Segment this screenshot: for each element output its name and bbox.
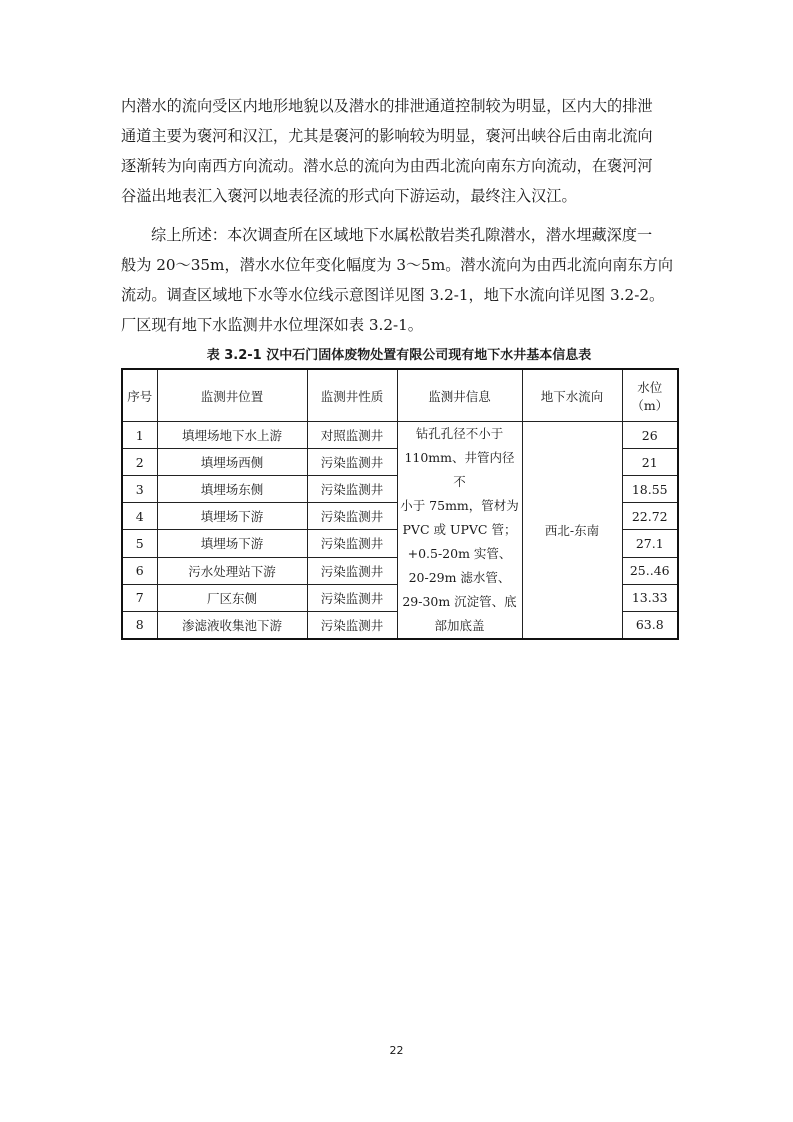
info-line: 20-29m 滤水管、 (408, 570, 511, 585)
cell-type: 污染监测井 (307, 530, 397, 557)
info-line: 部加底盖 (434, 618, 485, 633)
cell-type: 污染监测井 (307, 503, 397, 530)
info-line: +0.5-20m 实管、 (407, 546, 512, 561)
cell-well-info (397, 422, 522, 640)
cell-no: 7 (122, 584, 157, 611)
cell-location: 厂区东侧 (157, 584, 307, 611)
cell-level: 21 (622, 449, 678, 476)
cell-level: 26 (622, 422, 678, 449)
header-info: 监测井信息 (397, 369, 522, 422)
cell-location: 渗滤液收集池下游 (157, 611, 307, 639)
page-number: 22 (389, 1044, 404, 1057)
cell-flow-direction: 西北-东南 (522, 422, 622, 640)
cell-no: 3 (122, 476, 157, 503)
cell-no: 2 (122, 449, 157, 476)
info-line: 110mm、井管内径不 (404, 450, 515, 489)
paragraph-groundwater-flow (121, 91, 677, 211)
header-location: 监测井位置 (157, 369, 307, 422)
cell-no: 5 (122, 530, 157, 557)
cell-level: 18.55 (622, 476, 678, 503)
cell-type: 污染监测井 (307, 611, 397, 639)
text-line: 流动。调查区域地下水等水位线示意图详见图 3.2-1，地下水流向详见图 3.2-2。 (121, 286, 665, 304)
header-type: 监测井性质 (307, 369, 397, 422)
cell-level: 27.1 (622, 530, 678, 557)
header-flow: 地下水流向 (522, 369, 622, 422)
info-line: 钻孔孔径不小于 (415, 426, 504, 441)
text-line: 谷溢出地表汇入褒河以地表径流的形式向下游运动，最终注入汉江。 (121, 187, 577, 205)
cell-no: 8 (122, 611, 157, 639)
text-line: 通道主要为褒河和汉江，尤其是褒河的影响较为明显，褒河出峡谷后由南北流向 (121, 127, 653, 145)
cell-level: 25..46 (622, 557, 678, 584)
info-line: PVC 或 UPVC 管； (402, 522, 517, 537)
cell-no: 1 (122, 422, 157, 449)
cell-type: 污染监测井 (307, 584, 397, 611)
cell-location: 填埋场东侧 (157, 476, 307, 503)
text-line: 般为 20～35m，潜水水位年变化幅度为 3～5m。潜水流向为由西北流向南东方向 (121, 256, 674, 274)
cell-no: 4 (122, 503, 157, 530)
cell-no: 6 (122, 557, 157, 584)
text-line: 逐渐转为向南西方向流动。潜水总的流向为由西北流向南东方向流动，在褒河河 (121, 157, 653, 175)
cell-type: 污染监测井 (307, 476, 397, 503)
well-info-table (121, 368, 679, 640)
text-line: 内潜水的流向受区内地形地貌以及潜水的排泄通道控制较为明显，区内大的排泄 (121, 97, 653, 115)
cell-type: 污染监测井 (307, 449, 397, 476)
table-header-row (122, 369, 678, 422)
header-no: 序号 (122, 369, 157, 422)
table-caption: 表 3.2-1 汉中石门固体废物处置有限公司现有地下水井基本信息表 (206, 348, 592, 363)
info-line: 小于 75mm，管材为 (400, 498, 519, 513)
cell-location: 填埋场下游 (157, 503, 307, 530)
text-line: 综上所述：本次调查所在区域地下水属松散岩类孔隙潜水，潜水埋藏深度一 (151, 226, 653, 244)
paragraph-summary (121, 220, 677, 340)
info-line: 29-30m 沉淀管、底 (402, 594, 517, 609)
cell-level: 13.33 (622, 584, 678, 611)
cell-location: 填埋场地下水上游 (157, 422, 307, 449)
cell-type: 对照监测井 (307, 422, 397, 449)
cell-location: 填埋场西侧 (157, 449, 307, 476)
table-row (122, 422, 678, 449)
cell-level: 63.8 (622, 611, 678, 639)
cell-location: 污水处理站下游 (157, 557, 307, 584)
cell-level: 22.72 (622, 503, 678, 530)
text-line: 厂区现有地下水监测井水位埋深如表 3.2-1。 (121, 316, 423, 334)
header-level: 水位（m） (622, 369, 678, 422)
cell-type: 污染监测井 (307, 557, 397, 584)
cell-location: 填埋场下游 (157, 530, 307, 557)
